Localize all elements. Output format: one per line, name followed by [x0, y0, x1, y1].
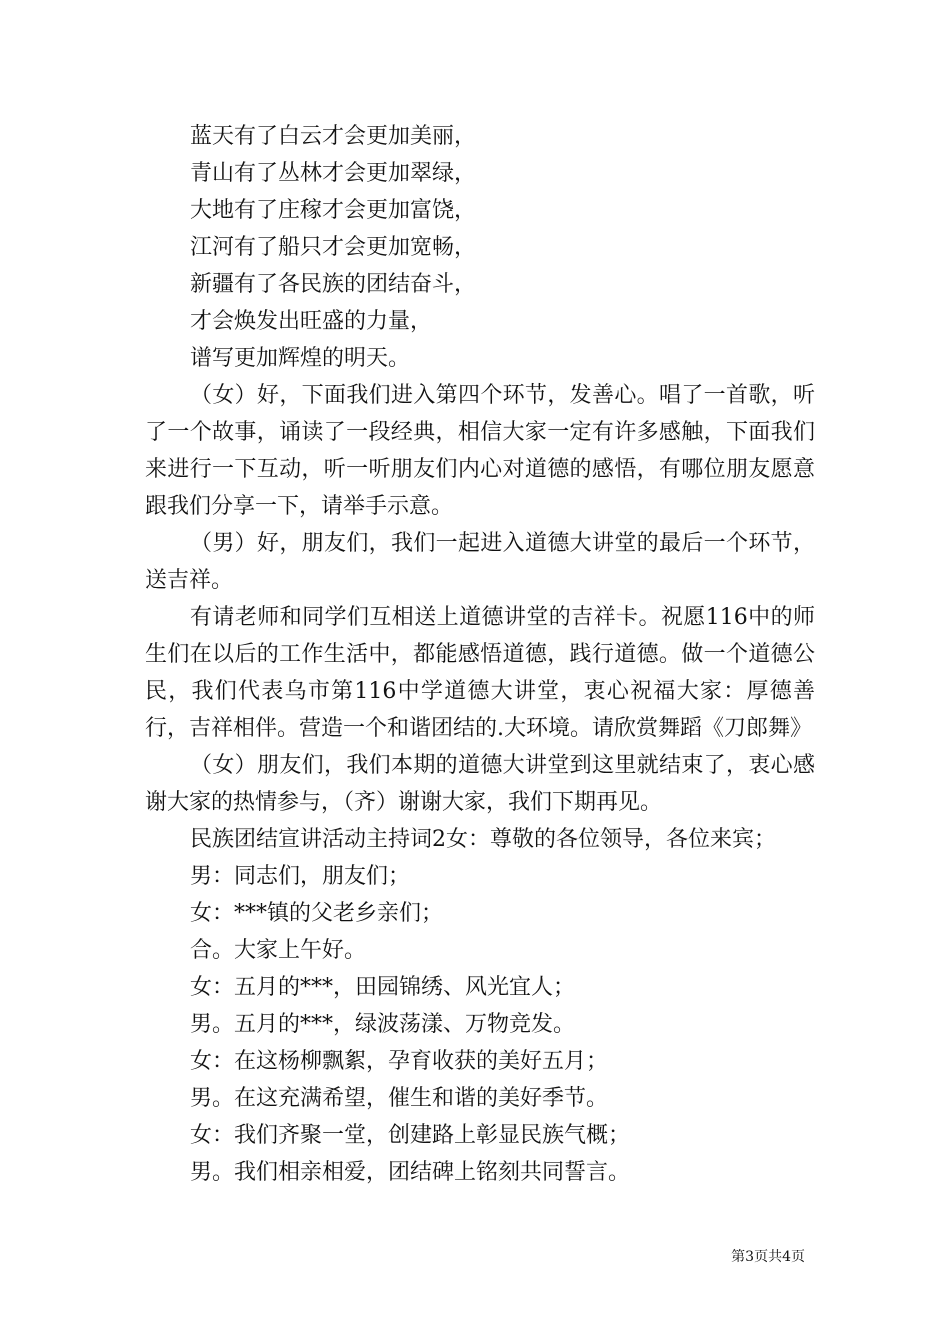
poem-line: 青山有了丛林才会更加翠绿， — [190, 161, 477, 186]
poem-line: 江河有了船只才会更加宽畅， — [190, 235, 477, 260]
dialogue-line: 男。我们相亲相爱，团结碑上铭刻共同誓言。 — [190, 1160, 631, 1185]
dialogue-line: 女：五月的***，田园锦绣、风光宜人； — [190, 975, 576, 1000]
dialogue-line: 合。大家上午好。 — [190, 938, 367, 963]
dialogue-line: 民族团结宣讲活动主持词2女：尊敬的各位领导，各位来宾； — [190, 827, 776, 852]
dialogue-line: 女：在这杨柳飘絮，孕育收获的美好五月； — [190, 1049, 609, 1074]
paragraph: 有请老师和同学们互相送上道德讲堂的吉祥卡。祝愿116中的师生们在以后的工作生活中，都能感悟道德，践行道德。做一个道德公民，我们代表乌市第116中学道德大讲堂，衷心祝福大家：厚德善行，吉祥相伴。营造一个和谐团结的.大环境。请欣赏舞蹈《刀郎舞》 — [145, 605, 815, 741]
poem-line: 谱写更加辉煌的明天。 — [190, 346, 411, 371]
poem-line: 蓝天有了白云才会更加美丽， — [190, 124, 477, 149]
poem-block — [145, 118, 815, 377]
dialogue-line: 男。在这充满希望，催生和谐的美好季节。 — [190, 1086, 609, 1111]
poem-line: 才会焕发出旺盛的力量， — [190, 309, 433, 334]
poem-line: 新疆有了各民族的团结奋斗， — [190, 272, 477, 297]
dialogue-block — [145, 821, 815, 1191]
dialogue-line: 男：同志们，朋友们； — [190, 864, 411, 889]
paragraph: （女）好，下面我们进入第四个环节，发善心。唱了一首歌，听了一个故事，诵读了一段经典，相信大家一定有许多感触，下面我们来进行一下互动，听一听朋友们内心对道德的感悟，有哪位朋友愿意跟我们分享一下，请举手示意。 — [145, 383, 815, 519]
paragraph: （女）朋友们，我们本期的道德大讲堂到这里就结束了，衷心感谢大家的热情参与，（齐）谢谢大家，我们下期再见。 — [145, 753, 815, 815]
page-number: 第3页共4页 — [731, 1249, 805, 1265]
paragraph: （男）好，朋友们，我们一起进入道德大讲堂的最后一个环节，送吉祥。 — [145, 531, 815, 593]
dialogue-line: 男。五月的***，绿波荡漾、万物竞发。 — [190, 1012, 576, 1037]
document-body — [145, 118, 815, 1191]
poem-line: 大地有了庄稼才会更加富饶， — [190, 198, 477, 223]
dialogue-line: 女：***镇的父老乡亲们； — [190, 901, 444, 926]
dialogue-line: 女：我们齐聚一堂，创建路上彰显民族气概； — [190, 1123, 631, 1148]
